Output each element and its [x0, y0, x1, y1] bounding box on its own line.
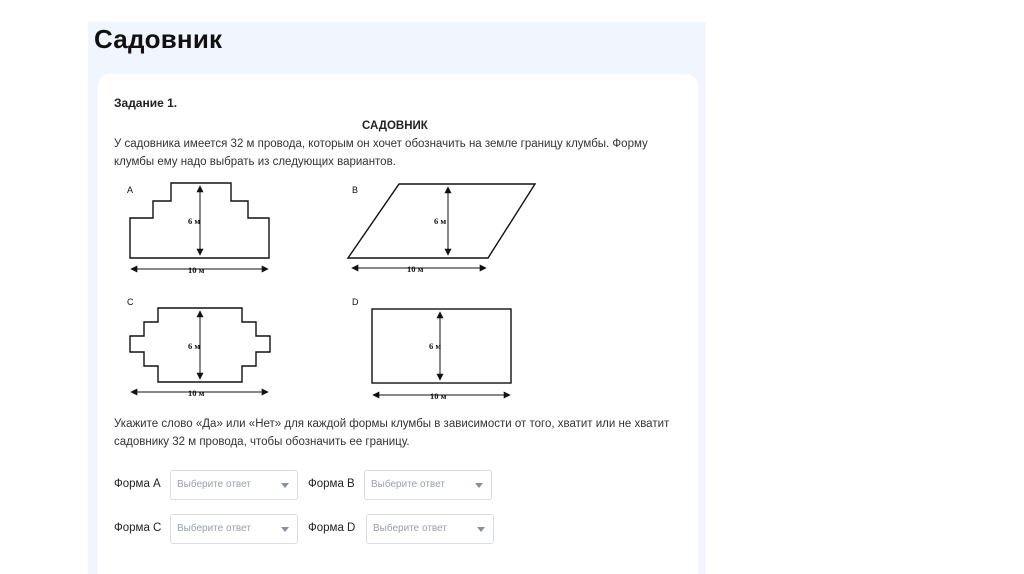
figure-a-letter: A: [127, 185, 134, 195]
figure-d: [352, 297, 511, 401]
figure-d-shape: [372, 309, 511, 383]
chevron-down-icon: [477, 527, 485, 532]
figure-c-letter: C: [127, 297, 134, 307]
figure-c-height-label: 6 м: [188, 341, 201, 351]
task-intro: У садовника имеется 32 м провода, которым он хочет обозначить на земле границу клумбы. Форму клумбы ему надо выбрать из следующих вариантов.: [114, 138, 648, 168]
figure-a-height-label: 6 м: [188, 216, 201, 226]
form-a-placeholder: Выберите ответ: [177, 479, 251, 490]
figure-d-height-label: 6 м: [429, 341, 442, 351]
figure-c-width-label: 10 м: [188, 388, 205, 398]
figure-d-width-label: 10 м: [430, 391, 447, 401]
form-c-label: Форма C: [114, 522, 162, 534]
chevron-down-icon: [281, 483, 289, 488]
figure-b-width-label: 10 м: [407, 264, 424, 274]
figure-b-height-label: 6 м: [434, 216, 447, 226]
figure-b-letter: B: [352, 185, 359, 195]
form-b-label: Форма B: [308, 478, 355, 490]
form-a-select[interactable]: [170, 470, 298, 500]
form-d-label: Форма D: [308, 522, 356, 534]
task-heading: САДОВНИК: [362, 120, 428, 132]
chevron-down-icon: [281, 527, 289, 532]
task-question: Укажите слово «Да» или «Нет» для каждой формы клумбы в зависимости от того, хватит или не хватит садовнику 32 м провода, чтобы обозначить ее границу.: [114, 418, 670, 448]
form-b-placeholder: Выберите ответ: [371, 479, 445, 490]
form-a-label: Форма A: [114, 478, 161, 490]
figure-a-width-label: 10 м: [188, 265, 205, 275]
task-label: Задание 1.: [114, 96, 178, 110]
form-c-placeholder: Выберите ответ: [177, 523, 251, 534]
figure-c: [127, 297, 270, 398]
form-c-select[interactable]: [170, 514, 298, 544]
figure-a: [127, 183, 269, 275]
form-d-placeholder: Выберите ответ: [373, 523, 447, 534]
figure-d-letter: D: [352, 297, 359, 307]
form-b-select[interactable]: [364, 470, 492, 500]
page-title: Садовник: [94, 24, 223, 54]
figure-b: [348, 184, 535, 274]
chevron-down-icon: [475, 483, 483, 488]
form-d-select[interactable]: [366, 514, 494, 544]
